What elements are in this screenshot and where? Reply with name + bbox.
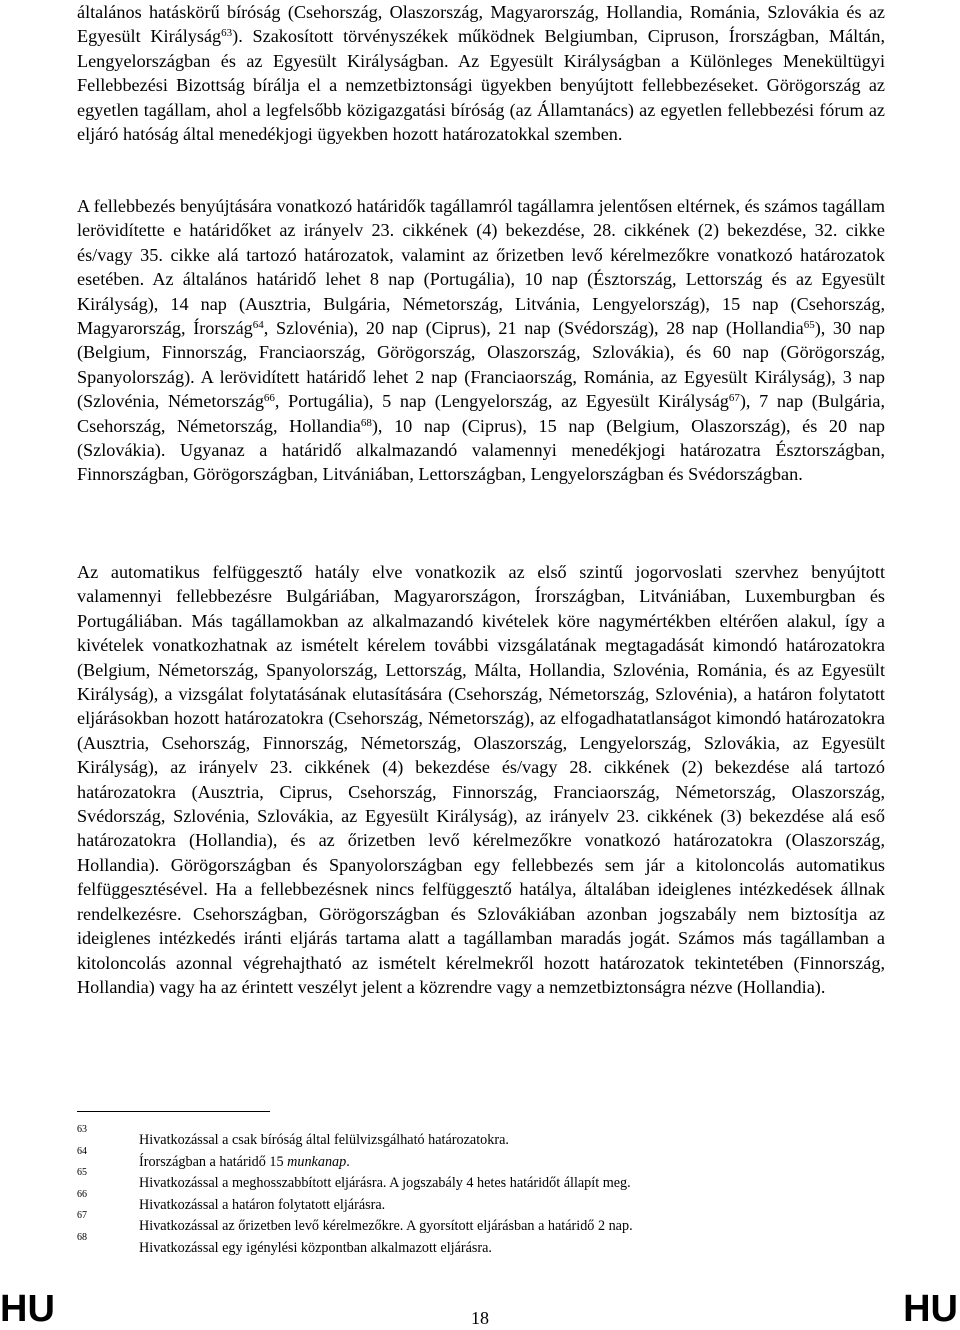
language-code-right: HU: [903, 1288, 958, 1330]
footnote-text: Írországban a határidő 15 munkanap.: [139, 1153, 350, 1170]
language-code-left: HU: [0, 1288, 55, 1330]
footnote-ref: 68: [360, 416, 372, 429]
body-paragraph: Az automatikus felfüggesztő hatály elve vonatkozik az első szintű jogorvoslati szervhez benyújtott valamennyi fellebbezésre Bulgáriában, Magyarországon, Írországban, Litvániában, Luxemburgban és Portugáliában. Más tagállamokban az alkalmazandó kivételek köre nagymértékben eltérően alakul, így a kivételek vonatkozhatnak az ismételt kérelem további vizsgálatának megtagadását kimondó határozatokra (Belgium, Németország, Spanyolország, Lettország, Málta, Hollandia, Szlovénia, Románia, és az Egyesült Királyság), a vizsgálat folytatásának elutasítására (Csehország, Németország, Szlovénia), a határon folytatott eljárásokban hozott határozatokra (Csehország, Németország), az elfogadhatatlanságot kimondó határozatokra (Ausztria, Csehország, Finnország, Németország, Olaszország, Lengyelország, Szlovákia, az Egyesült Királyság), az irányelv 23. cikkének (4) bekezdése és/vagy 28. cikkének (2) bekezdése alá tartozó határozatokra (Ausztria, Ciprus, Csehország, Finnország, Franciaország, Németország, Olaszország, Svédország, Szlovénia, Szlovákia, az Egyesült Királyság), az irányelv 23. cikkének (3) bekezdése alá eső határozatokra (Hollandia), és az őrizetben levő kérelmezőkre vonatkozó határozatokra (Olaszország, Hollandia). Görögországban és Spanyolországban egy fellebbezés sem jár a kitoloncolás automatikus felfüggesztésével. Ha a fellebbezésnek nincs felfüggesztő hatálya, általában ideiglenes intézkedések állnak rendelkezésre. Csehországban, Görögországban és Szlovákiában azonban jogszabály nem biztosítja az ideiglenes intézkedés iránti eljárás tartama alatt a tagállamban maradás jogát. Számos más tagállamban a kitoloncolás azonnal végrehajtható az ismételt kérelmekről hozott határozatok tekintetében (Finnország, Hollandia) vagy ha az érintett veszélyt jelent a közrendre vagy a nemzetbiztonságra nézve (Hollandia).: [77, 562, 885, 997]
footnote-italic: munkanap: [287, 1153, 347, 1170]
footnote-number: 65: [77, 1167, 87, 1179]
footnote: [77, 1231, 885, 1260]
page-number: 18: [471, 1308, 489, 1328]
footnote-number: 66: [77, 1188, 87, 1200]
footnote-text: Hivatkozással a határon folytatott eljárásra.: [139, 1196, 386, 1213]
footnote-number: 68: [77, 1231, 87, 1243]
footnote-number: 63: [77, 1124, 87, 1135]
footnote-ref: 65: [803, 319, 815, 332]
footnote: [77, 1167, 885, 1195]
footnote: [77, 1188, 885, 1217]
footnote-separator: [77, 1111, 270, 1112]
footnote-number: 67: [77, 1210, 87, 1222]
footnotes: [77, 1124, 885, 1260]
footnote: [77, 1124, 885, 1152]
footnote-ref: 67: [728, 392, 740, 405]
footnote: [77, 1145, 885, 1174]
body-paragraph: általános hatáskörű bíróság (Csehország, Olaszország, Magyarország, Hollandia, Románia, Szlovákia és az Egyesült Királyság$^{63}$). Szakosított törvényszékek működnek Belgiumban, Cipruson, Írországban, Máltán, Lengyelországban és az Egyesült Királyságban. Az Egyesült Királyságban a Különleges Menekültügyi Fellebbezési Bizottság bírálja el a nemzetbiztonsági ügyekben benyújtott fellebbezéseket. Görögország az egyetlen tagállam, ahol a legfelsőbb közigazgatási bíróság (az Államtanács) az egyetlen fellebbezési fórum az eljáró hatóság által menedékjogi ügyekben hozott határozatokkal szemben.: [77, 2, 885, 145]
footnote-text: Hivatkozással a csak bíróság által felülvizsgálható határozatokra.: [139, 1132, 509, 1148]
body-paragraph: A fellebbezés benyújtására vonatkozó határidők tagállamról tagállamra jelentősen eltérnek, és számos tagállam lerövidítette e határidőket az irányelv 23. cikkének (4) bekezdése, 28. cikkének (2) bekezdése, 32. cikke és/vagy 35. cikke alá tartozó határozatok, valamint az őrizetben levő kérelmezőkre vonatkozó határozatok esetében. Az általános határidő lehet 8 nap (Portugália), 10 nap (Észtország, Lettország és az Egyesült Királyság), 14 nap (Ausztria, Bulgária, Németország, Litvánia, Lengyelország), 15 nap (Csehország, Magyarország, Írország$^{64}$, Szlovénia), 20 nap (Ciprus), 21 nap (Svédország), 28 nap (Hollandia$^{65}$), 30 nap (Belgium, Finnország, Franciaország, Görögország, Olaszország, Szlovákia), és 60 nap (Görögország, Spanyolország). A lerövidített határidő lehet 2 nap (Franciaország, Románia, az Egyesült Királyság), 3 nap (Szlovénia, Németország$^{66}$, Portugália), 5 nap (Lengyelország, az Egyesült Királyság$^{67}$), 7 nap (Bulgária, Csehország, Németország, Hollandia$^{68}$), 10 nap (Ciprus), 15 nap (Belgium, Olaszország), és 20 nap (Szlovákia). Ugyanaz a határidő alkalmazandó valamennyi menedékjogi határozatra Észtországban, Finnországban, Görögországban, Litvániában, Lettországban, Lengyelországban és Svédországban.: [77, 196, 886, 485]
footnote-number: 64: [77, 1145, 87, 1157]
footnote-ref: 63: [221, 27, 233, 40]
footnote-text: Hivatkozással egy igénylési központban alkalmazott eljárásra.: [139, 1239, 492, 1256]
footnote-ref: 66: [263, 392, 275, 405]
footnote-ref: 64: [252, 319, 264, 332]
footnote-text: Hivatkozással az őrizetben levő kérelmezőkre. A gyorsított eljárásban a határidő 2 nap.: [139, 1218, 633, 1235]
footnote: [77, 1210, 885, 1238]
footnote-text: Hivatkozással a meghosszabbított eljárásra. A jogszabály 4 hetes határidőt állapít meg.: [139, 1175, 631, 1192]
